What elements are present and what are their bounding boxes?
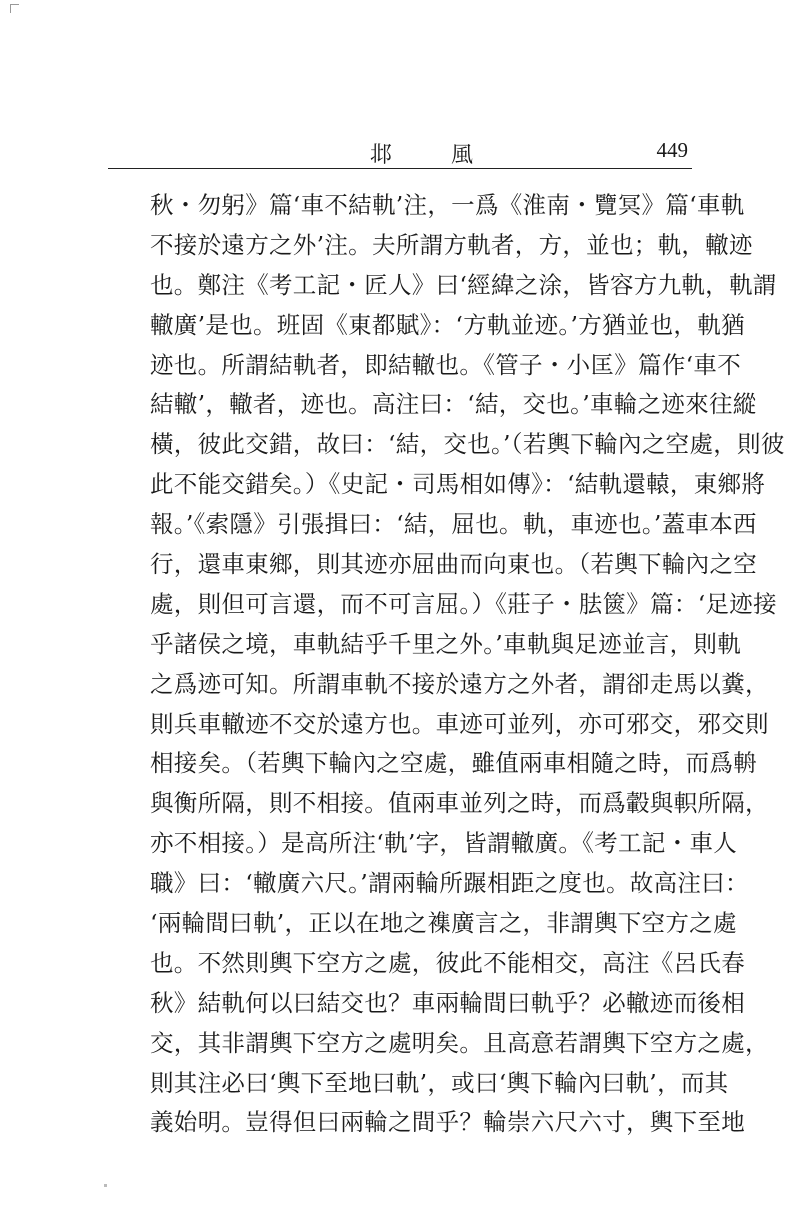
text-line: ‘兩輪間曰軌’，正以在地之襍廣言之，非謂輿下空方之處 [150, 909, 737, 938]
text-line: 行，還車東鄉，則其迹亦屈曲而向東也。（若輿下輪內之空 [150, 550, 758, 579]
text-line: 則其注必曰‘輿下至地曰軌’，或曰‘輿下輪內曰軌’，而其 [150, 1068, 729, 1097]
text-line: 不接於遠方之外’注。夫所謂方軌者，方，並也；軌，轍迹 [150, 230, 753, 259]
text-line: 轍廣’是也。班固《東都賦》：‘方軌並迹。’方猶並也，軌猶 [150, 310, 745, 339]
text-line: 義始明。豈得但曰兩輪之間乎？輪崇六尺六寸，輿下至地 [150, 1108, 745, 1137]
text-line: 此不能交錯矣。）《史記・司馬相如傳》：‘結軌還轅，東鄉將 [150, 470, 766, 499]
text-line: 報。’《索隱》引張揖曰：‘結，屈也。軌，車迹也。’蓋車本西 [150, 510, 757, 539]
text-line: 則兵車轍迹不交於遠方也。車迹可並列，亦可邪交，邪交則 [150, 709, 769, 738]
page-header [108, 132, 692, 169]
text-line: 秋》結軌何以曰結交也？車兩輪間曰軌乎？必轍迹而後相 [150, 988, 745, 1017]
text-line: 橫，彼此交錯，故曰：‘結，交也。’（若輿下輪內之空處，則彼 [150, 430, 785, 459]
text-line: 秋・勿躬》篇‘車不結軌’注，一爲《淮南・覽冥》篇‘車軌 [150, 191, 745, 219]
text-line: 迹也。所謂結軌者，即結轍也。《管子・小匡》篇作‘車不 [150, 350, 742, 379]
text-line: 相接矣。（若輿下輪內之空處，雖值兩車相隨之時，而爲輈 [150, 749, 758, 778]
scan-dot-mark [104, 1184, 107, 1187]
running-title: 邶 風 [370, 143, 499, 168]
text-line: 職》曰：‘轍廣六尺。’謂兩輪所蹍相距之度也。故高注曰： [150, 869, 749, 898]
text-line: 亦不相接。）是高所注‘軌’字，皆謂轍廣。《考工記・車人 [150, 829, 738, 858]
text-line: 結轍’，轍者，迹也。高注曰：‘結，交也。’車輪之迹來往縱 [150, 390, 757, 419]
text-line: 與衡所隔，則不相接。值兩車並列之時，而爲轂與軹所隔， [150, 789, 769, 818]
text-line: 也。不然則輿下空方之處，彼此不能相交，高注《呂氏春 [150, 948, 745, 977]
text-line: 也。鄭注《考工記・匠人》曰‘經緯之涂，皆容方九軌，軌謂 [150, 270, 777, 299]
text-line: 交，其非謂輿下空方之處明矣。且高意若謂輿下空方之處， [150, 1028, 769, 1057]
text-line: 處，則但可言還，而不可言屈。）《莊子・胠篋》篇：‘足迹接 [150, 589, 777, 618]
body-text [150, 186, 785, 1143]
text-line: 之爲迹可知。所謂車軌不接於遠方之外者，謂卻走馬以糞， [150, 669, 769, 698]
page-number: 449 [656, 138, 688, 162]
text-line: 乎諸侯之境，車軌結乎千里之外。’車軌與足迹並言，則軌 [150, 629, 742, 658]
scan-corner-mark [10, 4, 19, 13]
